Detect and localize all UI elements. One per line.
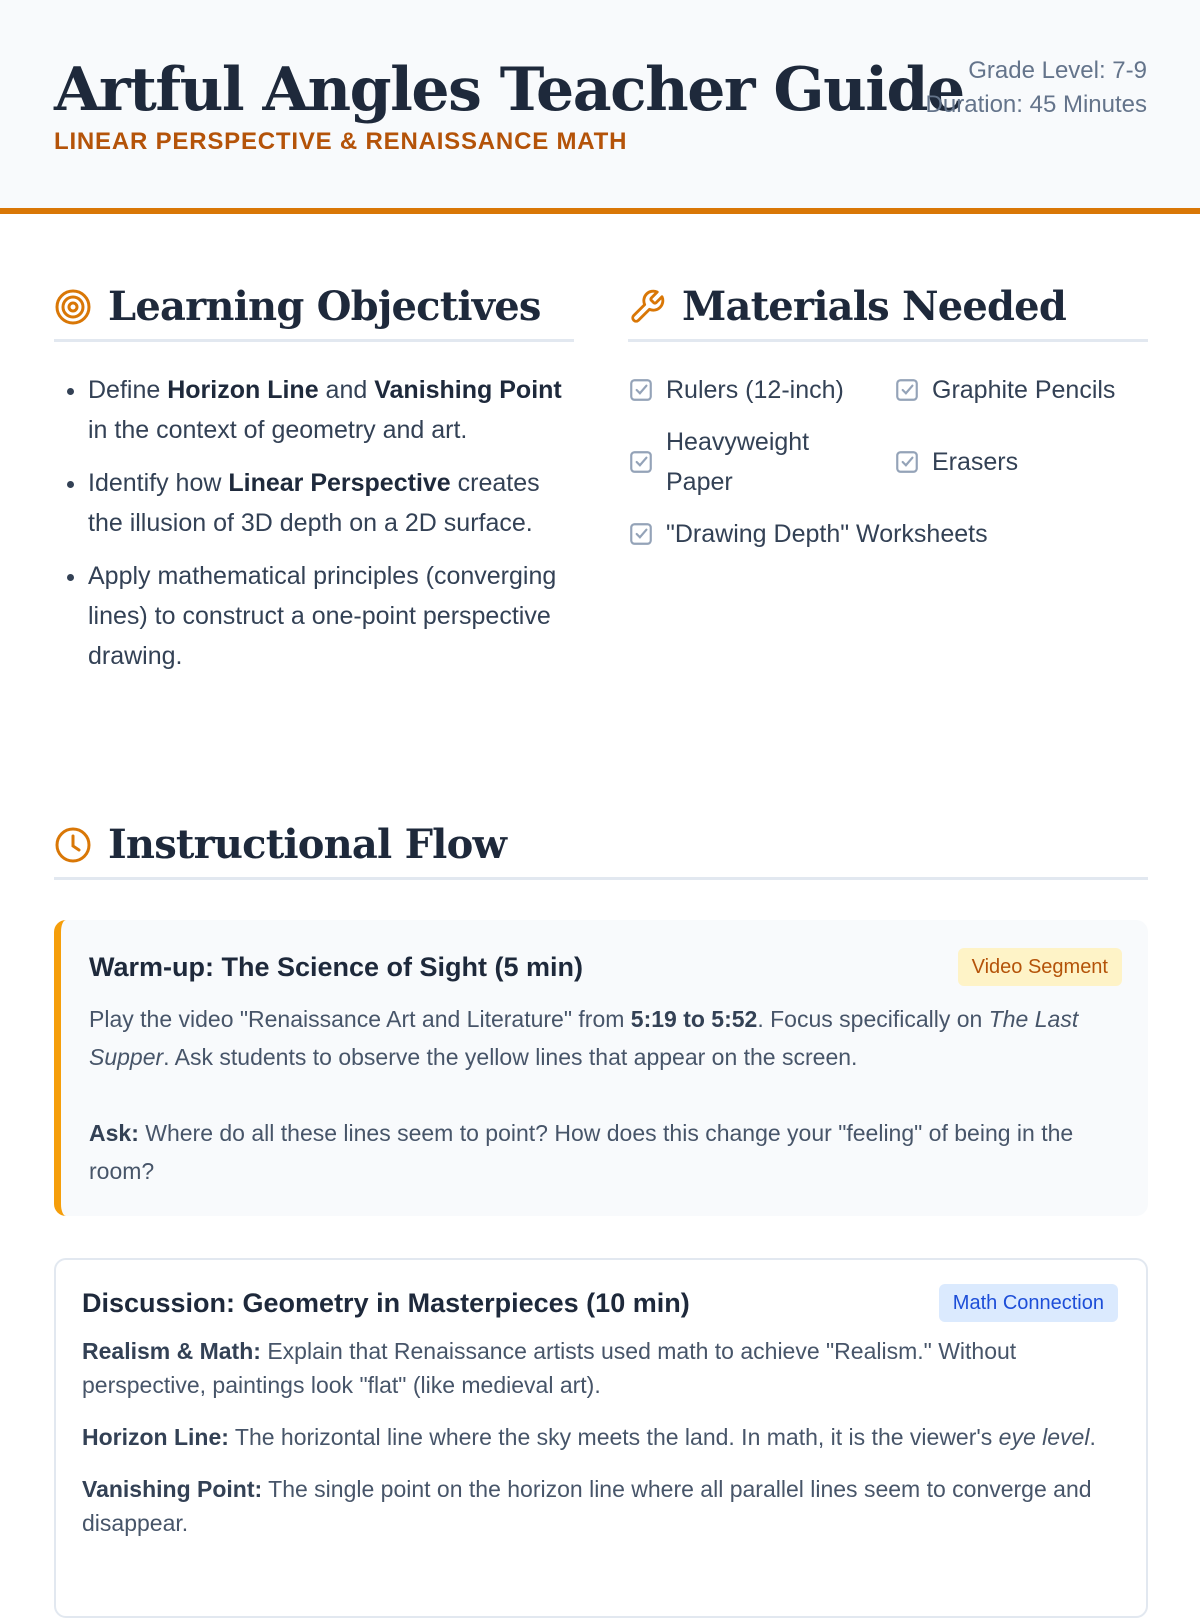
- page-subtitle: LINEAR PERSPECTIVE & RENAISSANCE MATH: [54, 128, 628, 155]
- discussion-item: Vanishing Point: The single point on the horizon line where all parallel lines seem to converge and disappear.: [82, 1476, 1092, 1536]
- lesson-meta: [926, 54, 1147, 122]
- checkbox-icon: [628, 521, 654, 547]
- checkbox-icon: [894, 377, 920, 403]
- video-segment-badge: Video Segment: [958, 948, 1122, 986]
- discussion-item: Realism & Math: Explain that Renaissance artists used math to achieve "Realism." Without perspective, paintings look "flat" (like medieval art).: [82, 1338, 1017, 1398]
- materials-heading-row: [628, 274, 1148, 342]
- list-item: Heavyweight Paper: [628, 422, 894, 502]
- flow-heading-row: [54, 812, 1148, 880]
- warmup-text: Play the video "Renaissance Art and Literature" from 5:19 to 5:52. Focus specifically on The Last Supper. Ask students to observe the yellow lines that appear on the screen.: [89, 1006, 1079, 1070]
- warmup-title: Warm-up: The Science of Sight (5 min): [89, 951, 584, 982]
- list-item: Rulers (12-inch): [628, 370, 894, 410]
- list-item: Graphite Pencils: [894, 370, 1115, 410]
- warmup-ask: Ask: Where do all these lines seem to point? How does this change your "feeling" of being in the room?: [89, 1120, 1074, 1184]
- clock-icon: [54, 826, 92, 864]
- target-icon: [54, 288, 92, 326]
- objectives-list: [54, 370, 574, 689]
- checkbox-icon: [628, 377, 654, 403]
- duration: Duration: 45 Minutes: [925, 91, 1147, 118]
- list-item: • Define Horizon Line and Vanishing Point in the context of geometry and art.: [88, 370, 574, 450]
- discussion-title: Discussion: Geometry in Masterpieces (10 min): [82, 1287, 690, 1318]
- materials-list: [628, 370, 1148, 566]
- wrench-icon: [628, 288, 666, 326]
- page-title: Artful Angles Teacher Guide: [54, 55, 964, 125]
- grade-level: Grade Level: 7-9: [968, 57, 1147, 84]
- discussion-item: Horizon Line: The horizontal line where the sky meets the land. In math, it is the viewer's eye level.: [82, 1424, 1096, 1450]
- page-header: [0, 0, 1200, 214]
- warmup-card: [54, 920, 1148, 1216]
- math-connection-badge: Math Connection: [939, 1284, 1118, 1322]
- list-item: • Identify how Linear Perspective creates the illusion of 3D depth on a 2D surface.: [88, 463, 574, 543]
- checkbox-icon: [628, 449, 654, 475]
- list-item: • Apply mathematical principles (converging lines) to construct a one-point perspective drawing.: [88, 556, 574, 676]
- objectives-heading-row: [54, 274, 574, 342]
- list-item: Erasers: [894, 442, 1018, 482]
- flow-heading: Instructional Flow: [108, 820, 507, 868]
- list-item: "Drawing Depth" Worksheets: [628, 514, 988, 554]
- discussion-card: [54, 1258, 1148, 1618]
- checkbox-icon: [894, 449, 920, 475]
- materials-heading: Materials Needed: [682, 282, 1066, 330]
- objectives-heading: Learning Objectives: [108, 282, 541, 330]
